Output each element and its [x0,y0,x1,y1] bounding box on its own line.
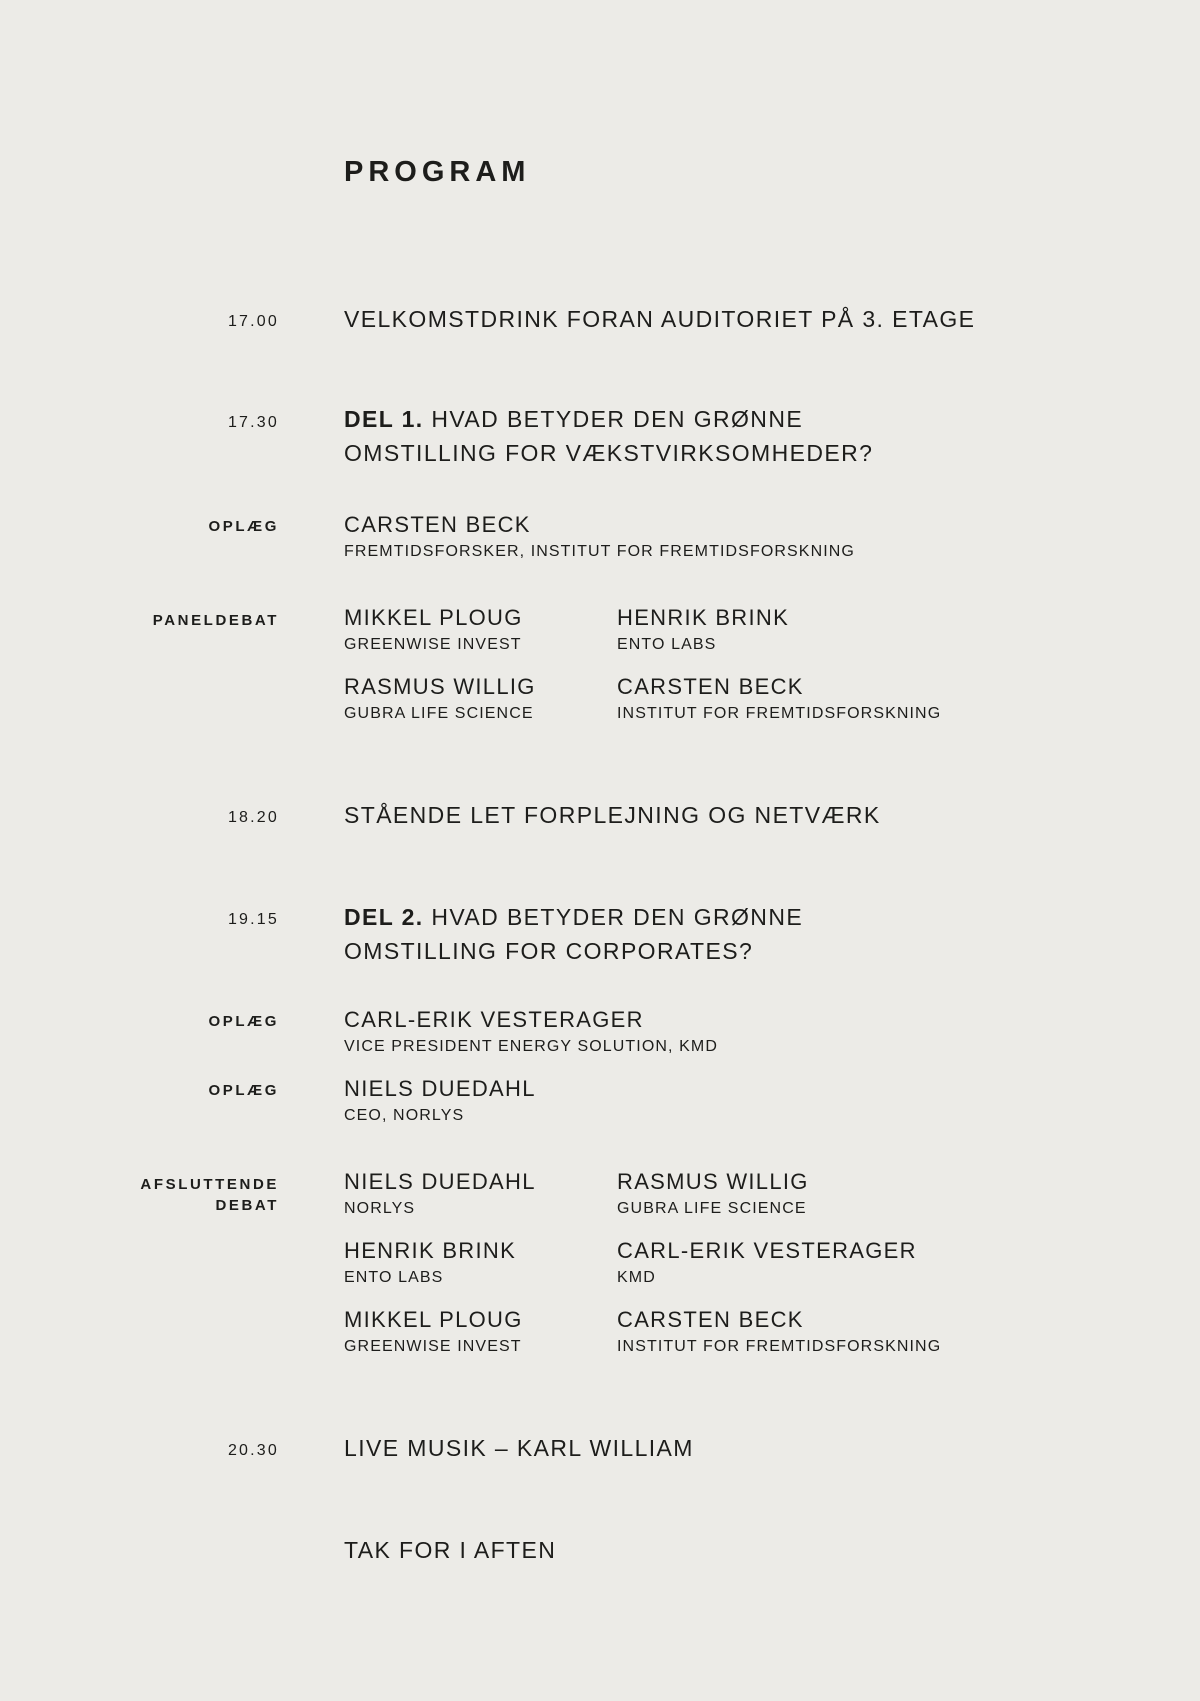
debate-label-line2: DEBAT [215,1197,279,1214]
time-1820: 18.20 [227,809,279,826]
speaker-org: VICE PRESIDENT ENERGY SOLUTION, KMD [344,1038,718,1055]
part1-title-line2: OMSTILLING FOR VÆKSTVIRKSOMHEDER? [344,440,874,466]
debate-member [344,1168,536,1220]
part1-panel-label: PANELDEBAT [152,612,279,629]
part1-title-line1: HVAD BETYDER DEN GRØNNE [431,406,804,432]
part2-debate-label [140,1174,279,1216]
time-2030: 20.30 [227,1442,279,1459]
speaker-name: CARSTEN BECK [617,1307,804,1332]
speaker-name: HENRIK BRINK [617,605,790,630]
live-music: LIVE MUSIK – KARL WILLIAM [344,1435,694,1461]
time-1730: 17.30 [227,414,279,431]
speaker-org: INSTITUT FOR FREMTIDSFORSKNING [617,1338,942,1355]
debate-member [344,1306,523,1358]
part2-talk1-label: OPLÆG [208,1013,279,1030]
panel-member [617,604,789,656]
speaker-org: ENTO LABS [344,1269,444,1286]
speaker-org: INSTITUT FOR FREMTIDSFORSKNING [617,705,942,722]
panel-member [344,604,523,656]
speaker-name: MIKKEL PLOUG [344,1307,523,1332]
part2-title-line2: OMSTILLING FOR CORPORATES? [344,938,754,964]
speaker-name: RASMUS WILLIG [344,674,536,699]
speaker-name: NIELS DUEDAHL [344,1169,536,1194]
debate-member [617,1237,917,1289]
speaker-name: CARSTEN BECK [617,674,804,699]
networking: STÅENDE LET FORPLEJNING OG NETVÆRK [344,802,881,828]
speaker-name: MIKKEL PLOUG [344,605,523,630]
speaker-org: KMD [617,1269,656,1286]
speaker-name: RASMUS WILLIG [617,1169,809,1194]
page-title: PROGRAM [344,156,531,188]
welcome-drink: VELKOMSTDRINK FORAN AUDITORIET PÅ 3. ETAGE [344,306,976,332]
part2-talk2-label: OPLÆG [208,1082,279,1099]
debate-member [344,1237,516,1289]
panel-member [617,673,941,725]
part2-heading-line1 [344,900,803,934]
speaker-org: NORLYS [344,1200,416,1217]
speaker-org: FREMTIDSFORSKER, INSTITUT FOR FREMTIDSFORSKNING [344,543,855,560]
speaker-name: CARL-ERIK VESTERAGER [344,1007,644,1032]
speaker-name: HENRIK BRINK [344,1238,517,1263]
time-1915: 19.15 [227,911,279,928]
speaker-org: ENTO LABS [617,636,717,653]
closing-text: TAK FOR I AFTEN [344,1537,557,1563]
speaker-org: GUBRA LIFE SCIENCE [617,1200,807,1217]
part2-talk1-speaker [344,1006,718,1058]
speaker-org: GREENWISE INVEST [344,1338,522,1355]
part1-heading-line1 [344,402,803,436]
part1-talk-label: OPLÆG [208,518,279,535]
speaker-org: GUBRA LIFE SCIENCE [344,705,534,722]
part1-label: DEL 1. [344,406,424,432]
panel-member [344,673,536,725]
debate-member [617,1306,941,1358]
speaker-name: NIELS DUEDAHL [344,1076,536,1101]
debate-member [617,1168,809,1220]
speaker-org: GREENWISE INVEST [344,636,522,653]
part2-talk2-speaker [344,1075,536,1127]
part2-label: DEL 2. [344,904,424,930]
time-1700: 17.00 [227,313,279,330]
speaker-name: CARSTEN BECK [344,512,531,537]
speaker-name: CARL-ERIK VESTERAGER [617,1238,917,1263]
speaker-org: CEO, NORLYS [344,1107,465,1124]
debate-label-line1: AFSLUTTENDE [140,1176,279,1193]
part1-talk-speaker [344,511,855,563]
part2-title-line1: HVAD BETYDER DEN GRØNNE [431,904,804,930]
